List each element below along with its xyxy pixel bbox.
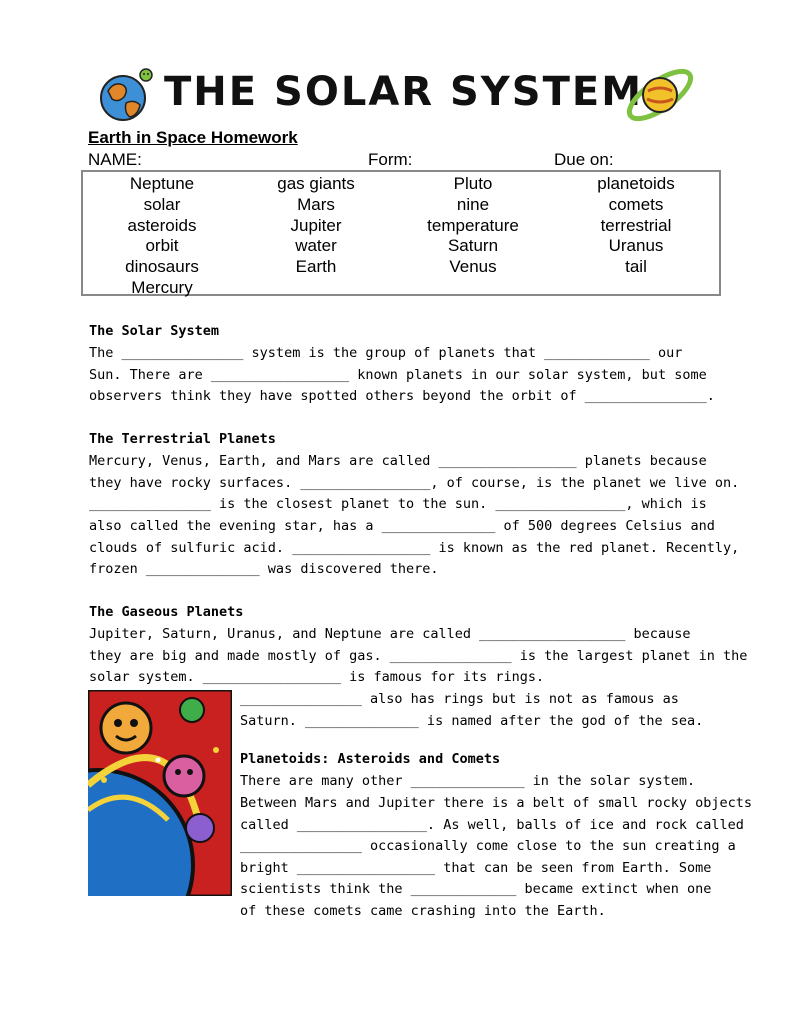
homework-title: Earth in Space Homework <box>88 128 298 147</box>
fill-in-line: observers think they have spotted others beyond the orbit of _______________. <box>89 388 715 404</box>
section-heading-terrestrial: The Terrestrial Planets <box>89 431 276 447</box>
word-bank-term: Venus <box>449 257 497 277</box>
word-bank-term: orbit <box>145 236 179 256</box>
word-bank-term: dinosaurs <box>125 257 199 277</box>
word-bank-term: comets <box>608 194 664 214</box>
fill-in-line: solar system. _________________ is famous for its rings. <box>89 669 545 685</box>
fill-in-line: There are many other ______________ in the solar system. <box>240 773 696 789</box>
section-heading-gaseous: The Gaseous Planets <box>89 604 244 620</box>
section-heading-solar-system: The Solar System <box>89 323 220 339</box>
word-bank-term: terrestrial <box>600 215 672 235</box>
fill-in-line: _______________ occasionally come close to the sun creating a <box>240 838 736 854</box>
ringed-planet-icon <box>620 57 698 129</box>
fill-in-line: they have rocky surfaces. ________________, of course, is the planet we live on. <box>89 475 740 491</box>
word-bank-term: Mars <box>297 194 335 214</box>
word-bank-term: temperature <box>427 215 519 235</box>
fill-in-line: scientists think the _____________ became extinct when one <box>240 881 712 897</box>
word-bank-term: Earth <box>295 257 337 277</box>
word-bank-term: tail <box>625 257 647 277</box>
section-heading-planetoids: Planetoids: Asteroids and Comets <box>240 751 501 767</box>
name-label: NAME: <box>88 150 142 169</box>
word-bank-term: water <box>295 236 337 256</box>
solar-system-illustration <box>88 690 232 896</box>
word-bank-term: Uranus <box>608 236 664 256</box>
word-bank-term: Pluto <box>453 174 493 193</box>
form-label: Form: <box>368 150 413 169</box>
word-bank-term: Neptune <box>129 174 195 193</box>
fill-in-line: of these comets came crashing into the Earth. <box>240 903 606 919</box>
word-bank <box>81 170 721 296</box>
word-bank-term: nine <box>456 194 490 214</box>
fill-in-line: Mercury, Venus, Earth, and Mars are called _________________ planets because <box>89 453 707 469</box>
word-bank-term: solar <box>143 194 181 214</box>
word-bank-term: gas giants <box>277 174 355 193</box>
worksheet-title-banner: THE SOLAR SYSTEM <box>164 69 643 115</box>
fill-in-line: they are big and made mostly of gas. _______________ is the largest planet in the <box>89 648 748 664</box>
earth-globe-icon <box>96 67 154 125</box>
fill-in-line: Sun. There are _________________ known planets in our solar system, but some <box>89 367 707 383</box>
fill-in-line: Saturn. ______________ is named after the god of the sea. <box>240 713 704 729</box>
word-bank-column <box>413 174 533 278</box>
due-label: Due on: <box>554 150 614 169</box>
fill-in-line: called ________________. As well, balls of ice and rock called <box>240 817 744 833</box>
word-bank-column <box>112 174 212 299</box>
fill-in-line: The _______________ system is the group of planets that _____________ our <box>89 345 683 361</box>
word-bank-column <box>261 174 371 278</box>
word-bank-term: Mercury <box>131 277 193 297</box>
fill-in-line: Between Mars and Jupiter there is a belt of small rocky objects <box>240 795 753 811</box>
word-bank-term: asteroids <box>127 215 197 235</box>
fill-in-line: bright _________________ that can be seen from Earth. Some <box>240 860 712 876</box>
fill-in-line: frozen ______________ was discovered there. <box>89 561 439 577</box>
fill-in-line: also called the evening star, has a ______________ of 500 degrees Celsius and <box>89 518 715 534</box>
fill-in-line: _______________ is the closest planet to the sun. ________________, which is <box>89 496 707 512</box>
word-bank-column <box>581 174 691 278</box>
worksheet-header <box>92 55 697 130</box>
fill-in-line: _______________ also has rings but is not as famous as <box>240 691 679 707</box>
fill-in-line: Jupiter, Saturn, Uranus, and Neptune are called __________________ because <box>89 626 691 642</box>
word-bank-term: planetoids <box>597 174 675 193</box>
word-bank-term: Jupiter <box>290 215 342 235</box>
fill-in-line: clouds of sulfuric acid. _________________ is known as the red planet. Recently, <box>89 540 740 556</box>
word-bank-term: Saturn <box>447 236 499 256</box>
